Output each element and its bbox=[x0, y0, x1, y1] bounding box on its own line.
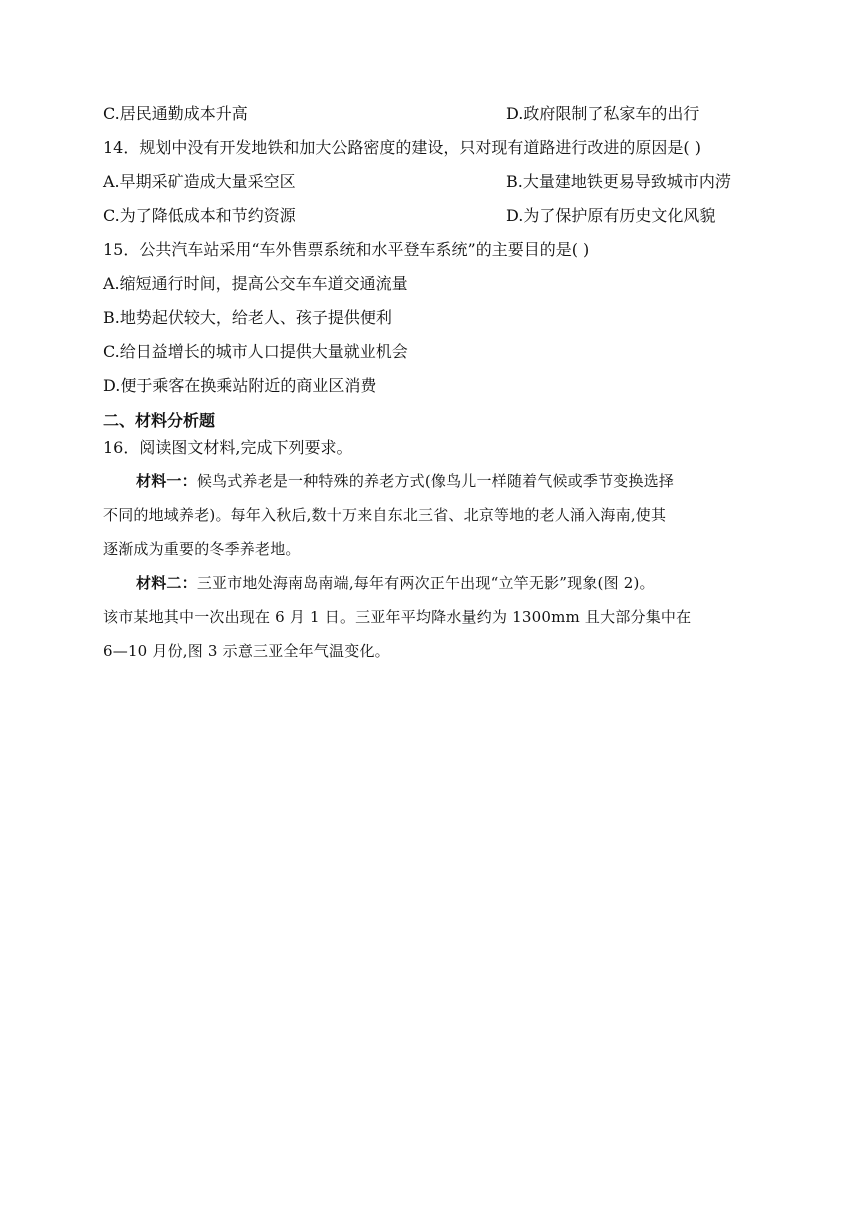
material2-line2: 该市某地其中一次出现在 6 月 1 日。三亚年平均降水量约为 1300mm 且大部分集中在 bbox=[103, 608, 692, 626]
q13-option-c: C.居民通勤成本升高 bbox=[103, 104, 248, 123]
material1-label: 材料一： bbox=[136, 472, 197, 490]
q14-option-a: A.早期采矿造成大量采空区 bbox=[103, 172, 296, 191]
material2-text-1: 三亚市地处海南岛南端,每年有两次正午出现“立竿无影”现象(图 2)。 bbox=[196, 574, 655, 592]
q14-option-c: C.为了降低成本和节约资源 bbox=[103, 206, 296, 225]
section-heading: 二、材料分析题 bbox=[103, 411, 216, 430]
q14-stem: 14．规划中没有开发地铁和加大公路密度的建设，只对现有道路进行改进的原因是( ) bbox=[103, 138, 701, 157]
q14-option-b: B.大量建地铁更易导致城市内涝 bbox=[506, 172, 731, 191]
material2-line1 bbox=[136, 572, 655, 594]
q15-option-c: C.给日益增长的城市人口提供大量就业机会 bbox=[103, 342, 408, 361]
material1-line1 bbox=[136, 470, 674, 492]
q16-stem: 16．阅读图文材料,完成下列要求。 bbox=[103, 438, 353, 457]
material2-line3: 6—10 月份,图 3 示意三亚全年气温变化。 bbox=[103, 642, 390, 660]
q15-option-b: B.地势起伏较大，给老人、孩子提供便利 bbox=[103, 308, 392, 327]
q14-options-row-2 bbox=[103, 205, 716, 227]
material1-text-1: 候鸟式养老是一种特殊的养老方式(像鸟儿一样随着气候或季节变换选择 bbox=[196, 472, 675, 490]
material1-line3: 逐渐成为重要的冬季养老地。 bbox=[103, 540, 301, 558]
q13-option-d: D.政府限制了私家车的出行 bbox=[506, 104, 700, 123]
q14-option-d: D.为了保护原有历史文化风貌 bbox=[506, 206, 716, 225]
q13-options-row bbox=[103, 103, 700, 125]
q15-option-a: A.缩短通行时间，提高公交车车道交通流量 bbox=[103, 274, 408, 293]
q15-stem: 15．公共汽车站采用“车外售票系统和水平登车系统”的主要目的是( ) bbox=[103, 240, 590, 259]
material2-label: 材料二： bbox=[136, 574, 197, 592]
material1-line2: 不同的地域养老)。每年入秋后,数十万来自东北三省、北京等地的老人涌入海南,使其 bbox=[103, 506, 667, 524]
q14-options-row-1 bbox=[103, 171, 731, 193]
q15-option-d: D.便于乘客在换乘站附近的商业区消费 bbox=[103, 376, 377, 395]
